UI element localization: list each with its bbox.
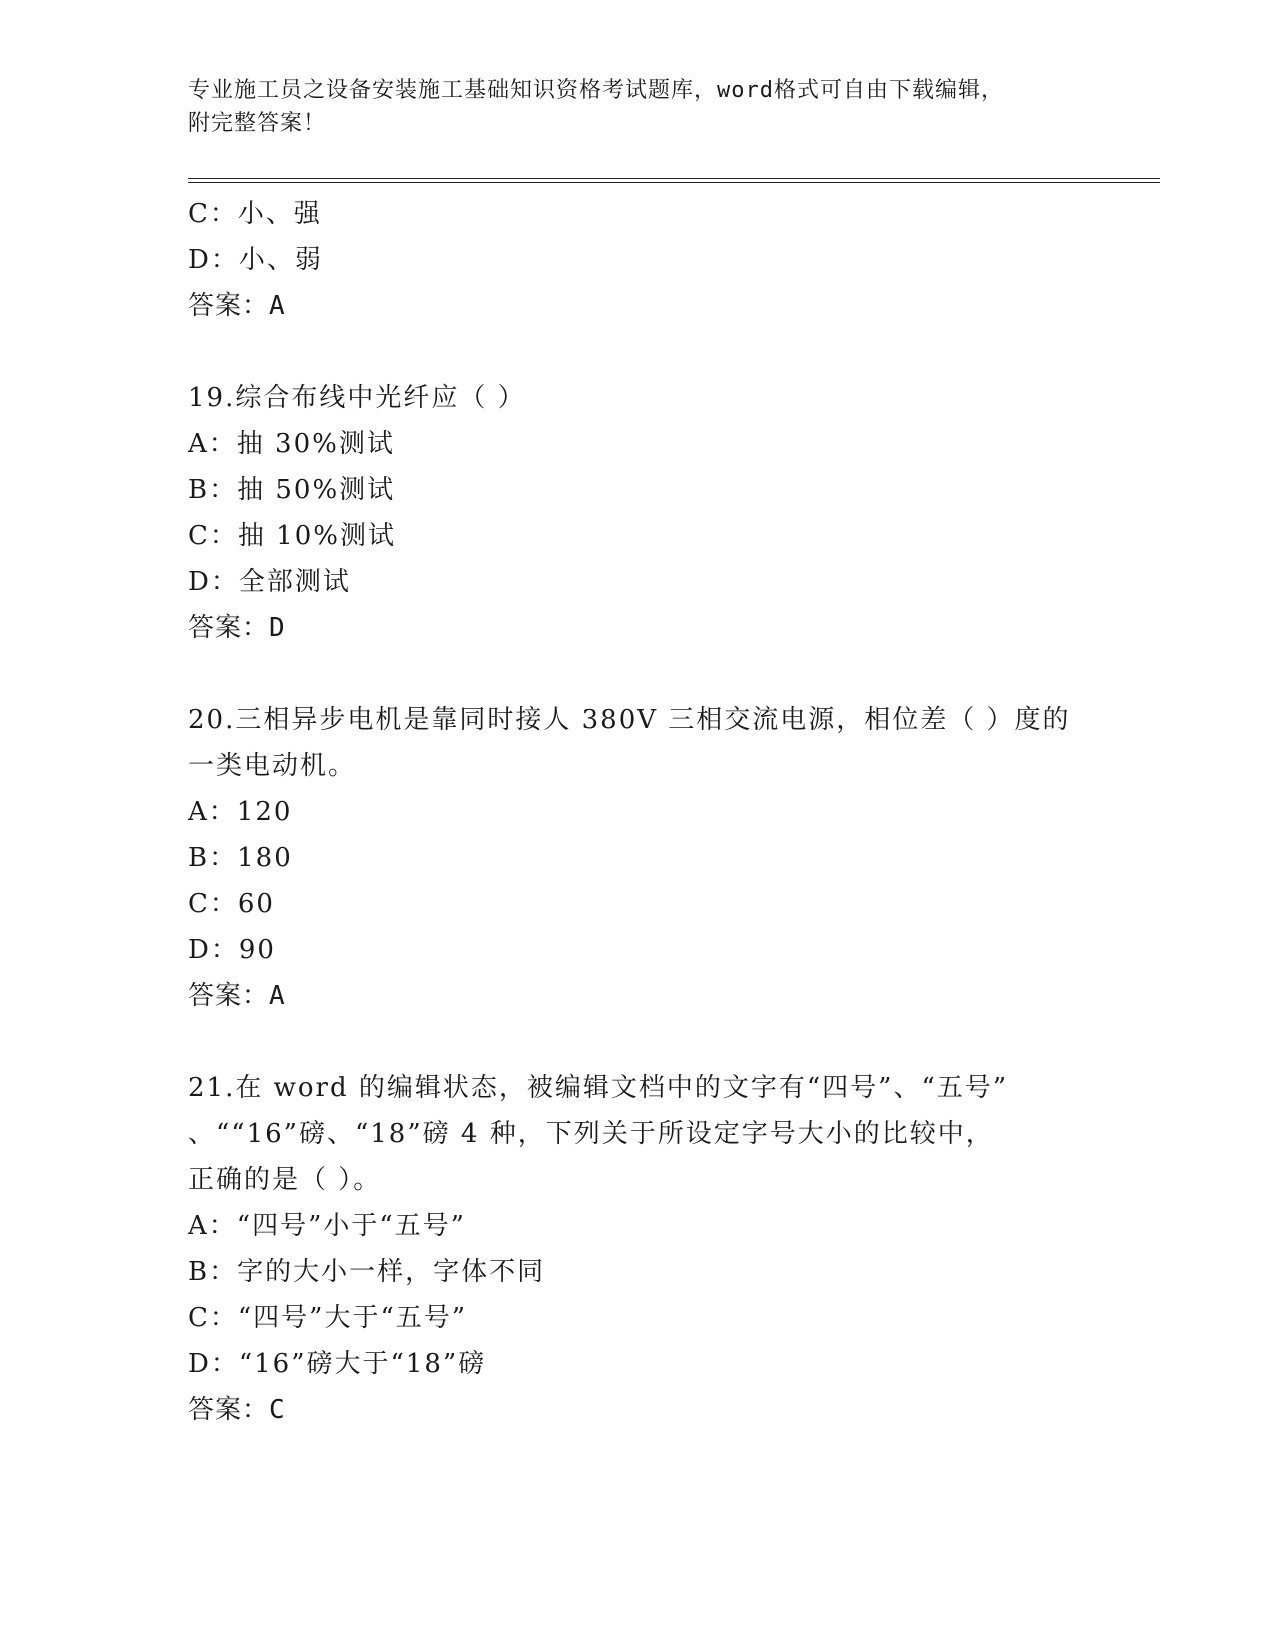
question-list (188, 191, 1088, 1433)
answer-line: 答案：C (188, 1395, 286, 1425)
option-d: D：90 (188, 935, 276, 965)
option-a: A：120 (188, 797, 293, 827)
option-c: C：小、强 (188, 199, 322, 229)
question-21 (188, 1065, 1088, 1433)
option-d: D：小、弱 (188, 245, 323, 275)
question-stem-continued: 正确的是（ ）。 (188, 1165, 382, 1195)
answer-line: 答案：D (188, 613, 286, 643)
option-a: A：抽 30%测试 (188, 429, 395, 459)
option-d: D：“16”磅大于“18”磅 (188, 1349, 487, 1379)
option-a: A：“四号”小于“五号” (188, 1211, 466, 1241)
header-divider-bottom (188, 182, 1160, 183)
spacer (188, 651, 1088, 697)
option-c: C：“四号”大于“五号” (188, 1303, 468, 1333)
answer-line: 答案：A (188, 981, 286, 1011)
question-18-continued (188, 191, 1088, 329)
header-divider-top (188, 178, 1160, 179)
header-line-2: 附完整答案！ (188, 111, 327, 136)
option-c: C：抽 10%测试 (188, 521, 396, 551)
question-stem: 20.三相异步电机是靠同时接人 380V 三相交流电源，相位差（ ）度的 (188, 705, 1071, 735)
question-19 (188, 375, 1088, 651)
question-20 (188, 697, 1088, 1019)
question-stem-continued: 一类电动机。 (188, 751, 357, 781)
question-stem-continued: 、““16”磅、“18”磅 4 种，下列关于所设定字号大小的比较中， (188, 1119, 994, 1149)
question-stem: 19.综合布线中光纤应（ ） (188, 383, 526, 413)
answer-line: 答案：A (188, 291, 286, 321)
option-b: B：抽 50%测试 (188, 475, 396, 505)
spacer (188, 1019, 1088, 1065)
header-line-1: 专业施工员之设备安装施工基础知识资格考试题库，word格式可自由下载编辑， (188, 78, 1004, 103)
option-d: D：全部测试 (188, 567, 351, 597)
spacer (188, 329, 1088, 375)
option-c: C：60 (188, 889, 275, 919)
option-b: B：字的大小一样，字体不同 (188, 1257, 546, 1287)
option-b: B：180 (188, 843, 293, 873)
question-stem: 21.在 word 的编辑状态，被编辑文档中的文字有“四号”、“五号” (188, 1073, 1009, 1103)
document-header (188, 74, 1078, 140)
